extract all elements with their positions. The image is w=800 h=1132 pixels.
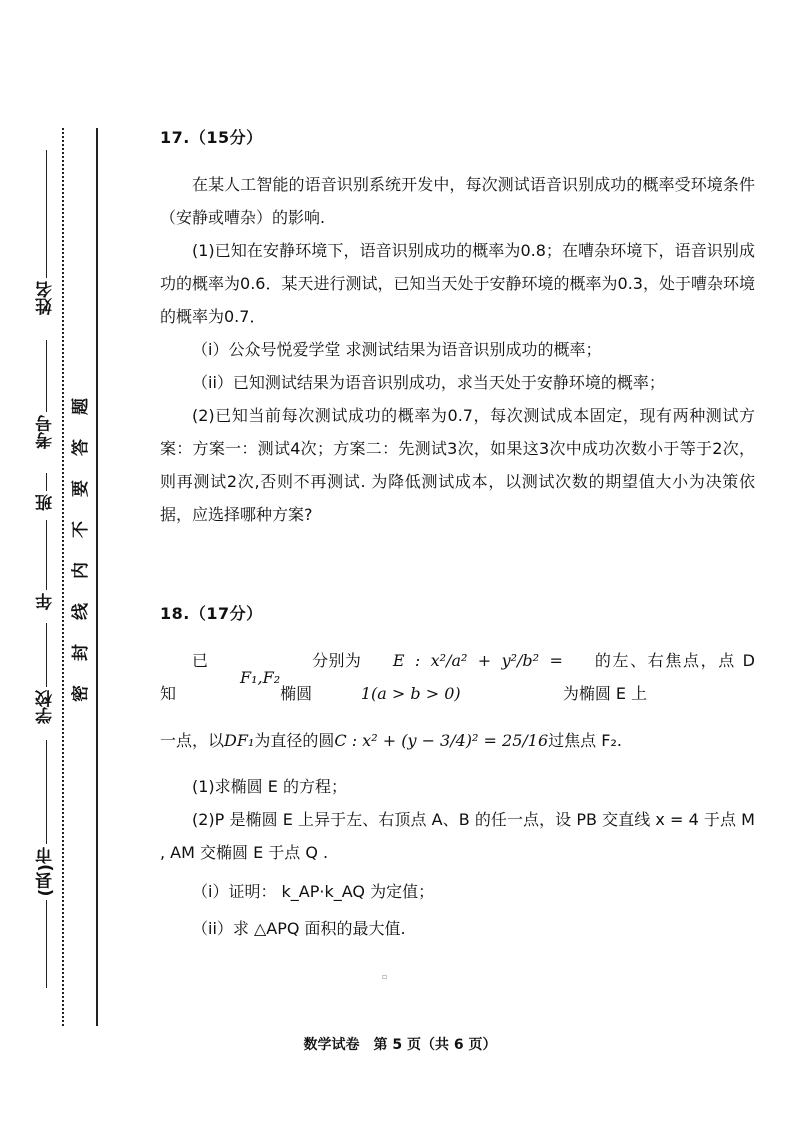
page-footer: 数学试卷 第 5 页（共 6 页） xyxy=(303,1037,497,1053)
seal-char: 不 xyxy=(71,521,91,538)
text-span: 为直径的圆 xyxy=(254,730,335,750)
question-18-heading: 18.（17分） xyxy=(160,604,263,623)
name-label: 姓名 xyxy=(36,281,56,315)
seal-char: 答 xyxy=(71,439,91,456)
question-17-part1-ii: （ii）已知测试结果为语音识别成功，求当天处于安静环境的概率； xyxy=(192,373,665,392)
question-17-intro: 在某人工智能的语音识别系统开发中，每次测试语音识别成功的概率受环境条件（安静或嘈杂）的影响. xyxy=(160,175,755,227)
circle-equation: C : x² + (y − 3/4)² = 25/16 xyxy=(334,730,549,750)
question-18-part2-i: （i）证明： k_AP·k_AQ 为定值； xyxy=(192,882,435,901)
question-18-part1: (1)求椭圆 E 的方程； xyxy=(192,777,347,796)
exam-number-label: 考号 xyxy=(36,415,56,449)
question-18 xyxy=(160,601,755,945)
text-span: 已知 xyxy=(160,651,209,703)
question-18-part2: (2)P 是椭圆 E 上异于左、右顶点 A、B 的任一点，设 PB 交直线 x = 4 于点 M , AM 交椭圆 E 于点 Q . xyxy=(160,810,755,862)
solid-border-line xyxy=(96,128,98,1026)
school-field xyxy=(38,623,55,727)
question-18-part2-ii: （ii）求 △APQ 面积的最大值. xyxy=(192,919,406,938)
city-county-label: (县)市 xyxy=(36,847,56,897)
exam-content xyxy=(160,125,755,945)
grade-field xyxy=(38,520,55,613)
ellipse-equation: E : x²/a² + y²/b² = 1(a > b > 0) xyxy=(360,651,563,703)
seal-char: 封 xyxy=(71,644,91,661)
question-17 xyxy=(160,125,755,531)
name-field xyxy=(38,150,55,318)
class-label: 班 xyxy=(36,494,56,511)
text-span: 过焦点 F₂. xyxy=(548,730,622,750)
question-17-heading: 17.（15分） xyxy=(160,128,263,147)
seal-char: 密 xyxy=(71,685,91,702)
school-label: 学校 xyxy=(36,690,56,724)
text-span: 分别为椭圆 xyxy=(280,651,361,703)
question-17-part1-i: （i）公众号悦爱学堂 求测试结果为语音识别成功的概率； xyxy=(192,340,602,359)
question-17-part2: (2)已知当前每次测试成功的概率为0.7，每次测试成本固定，现有两种测试方案：方案一：测试4次；方案二：先测试3次，如果这3次中成功次数小于等于2次，则再测试2次,否则不再测试. 为降低测试成本，以测试次数的期望值大小为决策依据，应选择哪种方案? xyxy=(160,406,755,524)
question-18-line1 xyxy=(160,644,755,710)
text-span: 的左、右焦点，点 D 为椭圆 E 上 xyxy=(562,651,755,703)
foci-notation: F₁,F₂ xyxy=(240,667,281,687)
grade-label: 年 xyxy=(36,593,56,610)
seal-char: 要 xyxy=(71,480,91,497)
dotted-seal-line xyxy=(62,128,64,1026)
seal-line-notice xyxy=(73,398,90,726)
class-field xyxy=(38,473,55,514)
binding-margin xyxy=(0,0,110,1132)
segment-notation: DF₁ xyxy=(224,730,255,750)
text-span: 一点，以 xyxy=(160,730,225,750)
question-17-part1: (1)已知在安静环境下，语音识别成功的概率为0.8；在嘈杂环境下，语音识别成功的概率为0.6．某天进行测试，已知当天处于安静环境的概率为0.3，处于嘈杂环境的概率为0.7． xyxy=(160,241,755,326)
exam-number-field xyxy=(38,340,55,452)
seal-char: 线 xyxy=(71,603,91,620)
question-18-line2 xyxy=(160,710,755,770)
scan-mark: ▫ xyxy=(382,972,388,981)
seal-char: 题 xyxy=(71,398,91,415)
seal-char: 内 xyxy=(71,562,91,579)
city-county-field xyxy=(38,740,55,988)
